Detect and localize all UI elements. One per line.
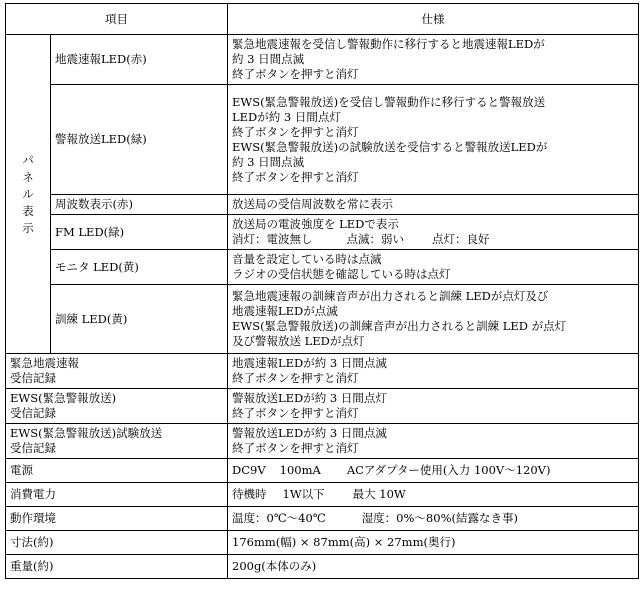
row-spec xyxy=(228,483,639,507)
spec-line: 終了ボタンを押すと消灯 xyxy=(232,124,359,139)
row-spec xyxy=(228,507,639,531)
header-item: 項目 xyxy=(6,4,228,35)
level-good: 点灯：良好 xyxy=(432,232,490,246)
spec-line: 警報放送LEDが約 3 日間点灯 xyxy=(232,391,387,405)
spec-line: EWS(緊急警報放送)を受信し警報動作に移行すると警報放送 xyxy=(232,94,546,109)
row-spec xyxy=(228,35,639,85)
power-current: 100mA xyxy=(279,463,321,477)
consumption-standby-value: 1W以下 xyxy=(282,487,325,501)
spec-line: 緊急地震速報の訓練音声が出力されると訓練 LEDが点灯及び xyxy=(232,289,549,303)
row-spec xyxy=(228,555,639,579)
panel-group-char: ル xyxy=(22,186,34,201)
row-label: 重量(約) xyxy=(6,555,228,579)
row-weight xyxy=(6,555,639,579)
row-consumption xyxy=(6,483,639,507)
panel-row-monitor-led xyxy=(6,250,639,285)
panel-row-alert-led xyxy=(6,85,639,195)
spec-line: 地震速報LEDが約 3 日間点滅 xyxy=(232,356,387,370)
level-off: 消灯：電波無し xyxy=(232,232,313,246)
row-label: 周波数表示(赤) xyxy=(51,195,228,215)
record-row-ews-test xyxy=(6,424,639,459)
spec-line: 緊急地震速報を受信し警報動作に移行すると地震速報LEDが xyxy=(232,37,545,51)
spec-line: 終了ボタンを押すと消灯 xyxy=(232,371,359,385)
row-environment xyxy=(6,507,639,531)
spec-line: 放送局の電波強度を LEDで表示 xyxy=(232,217,399,231)
panel-row-frequency xyxy=(6,195,639,215)
row-label: FM LED(緑) xyxy=(51,215,228,250)
row-spec xyxy=(228,389,639,424)
row-label xyxy=(6,354,228,389)
row-label: 訓練 LED(黄) xyxy=(51,285,228,354)
row-dimensions xyxy=(6,531,639,555)
row-label: 動作環境 xyxy=(6,507,228,531)
row-spec xyxy=(228,195,639,215)
panel-row-training-led xyxy=(6,285,639,354)
row-label: 地震速報LED(赤) xyxy=(51,35,228,85)
row-spec xyxy=(228,250,639,285)
spec-line: 音量を設定している時は点滅 xyxy=(232,252,382,266)
panel-group-char: 示 xyxy=(22,220,34,235)
row-label: 警報放送LED(緑) xyxy=(51,85,228,195)
panel-row-fm-led xyxy=(6,215,639,250)
record-row-quake xyxy=(6,354,639,389)
spec-line xyxy=(232,463,634,478)
spec-line: 地震速報LEDが点滅 xyxy=(232,304,338,318)
row-spec xyxy=(228,424,639,459)
spec-line: 終了ボタンを押すと消灯 xyxy=(232,67,359,81)
row-spec xyxy=(228,459,639,483)
panel-row-quake-led xyxy=(6,35,639,85)
header-row xyxy=(6,4,639,35)
signal-levels xyxy=(232,232,634,247)
spec-line: 約 3 日間点滅 xyxy=(232,52,305,66)
row-spec xyxy=(228,531,639,555)
panel-group-char: ネ xyxy=(22,169,34,184)
row-spec xyxy=(228,85,639,195)
consumption-max: 最大 10W xyxy=(352,487,406,501)
row-spec xyxy=(228,215,639,250)
row-label xyxy=(6,389,228,424)
panel-group-label xyxy=(6,35,51,354)
spec-line: 200g(本体のみ) xyxy=(232,559,317,573)
row-label-line: 受信記録 xyxy=(10,406,56,420)
consumption-standby: 待機時 xyxy=(232,487,267,501)
header-spec: 仕様 xyxy=(228,4,639,35)
row-label: 電源 xyxy=(6,459,228,483)
spec-table xyxy=(5,3,639,579)
spec-line: EWS(緊急警報放送)の訓練音声が出力されると訓練 LED が点灯 xyxy=(232,319,567,333)
spec-line: 終了ボタンを押すと消灯 xyxy=(232,169,359,184)
record-row-ews xyxy=(6,389,639,424)
row-spec xyxy=(228,354,639,389)
spec-line: 警報放送LEDが約 3 日間点滅 xyxy=(232,426,387,440)
row-label: 消費電力 xyxy=(6,483,228,507)
spec-line: ラジオの受信状態を確認している時は点灯 xyxy=(232,267,451,281)
power-voltage: DC9V xyxy=(232,463,266,477)
spec-line: 約 3 日間点滅 xyxy=(232,154,305,169)
panel-group-char: パ xyxy=(22,152,34,167)
level-weak: 点滅：弱い xyxy=(346,232,404,246)
row-spec xyxy=(228,285,639,354)
row-label-line: 受信記録 xyxy=(10,441,56,455)
row-label: 寸法(約) xyxy=(6,531,228,555)
row-label xyxy=(6,424,228,459)
row-label: モニタ LED(黄) xyxy=(51,250,228,285)
spec-line xyxy=(232,487,634,502)
spec-line: 終了ボタンを押すと消灯 xyxy=(232,406,359,420)
spec-line: 放送局の受信周波数を常に表示 xyxy=(232,197,393,211)
spec-line: EWS(緊急警報放送)の試験放送を受信すると警報放送LEDが xyxy=(232,139,548,154)
row-label-line: EWS(緊急警報放送) xyxy=(10,391,117,405)
spec-line: 176mm(幅) × 87mm(高) × 27mm(奥行) xyxy=(232,535,456,549)
env-temperature: 温度：0℃～40℃ xyxy=(232,511,326,525)
env-humidity: 湿度：0%～80%(結露なき事) xyxy=(361,511,518,525)
panel-group-char: 表 xyxy=(22,203,34,218)
spec-line xyxy=(232,511,634,526)
spec-line: 終了ボタンを押すと消灯 xyxy=(232,441,359,455)
row-power xyxy=(6,459,639,483)
spec-line: LEDが約 3 日間点灯 xyxy=(232,109,341,124)
row-label-line: 受信記録 xyxy=(10,371,56,385)
spec-line: 及び警報放送 LEDが点灯 xyxy=(232,334,365,348)
power-adapter: ACアダプター使用(入力 100V～120V) xyxy=(346,463,551,477)
spec-sheet xyxy=(5,3,639,579)
row-label-line: 緊急地震速報 xyxy=(10,356,79,370)
row-label-line: EWS(緊急警報放送)試験放送 xyxy=(10,426,163,440)
